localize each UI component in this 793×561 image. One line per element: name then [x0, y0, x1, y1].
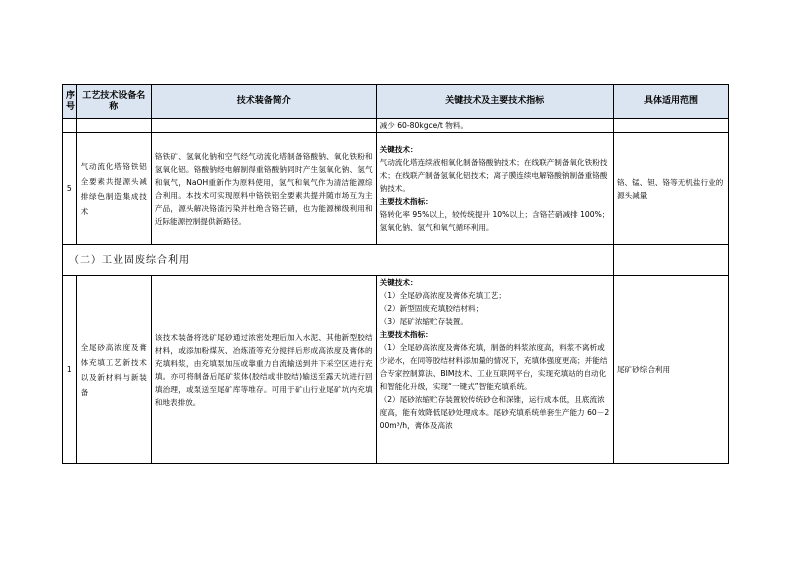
technology-table [62, 84, 729, 464]
indicator-item: （2）尾砂浓缩贮存装置较传统砂仓和深锥，运行成本低，且底流浓度高，能有效降低尾砂处理成本。尾砂充填系统单套生产能力 60－200m³/h，膏体及高浓 [379, 395, 610, 430]
table-row [63, 133, 729, 245]
key-tech-body: 气动流化塔连续液相氧化制备铬酸钠技术；在线联产制备氧化铁粉技术；在线联产制备氢氧化铝技术；离子膜连续电解铬酸钠制备重铬酸钠技术。 [379, 158, 608, 193]
indicator-title: 主要技术指标： [379, 197, 433, 206]
header-no: 序号 [63, 85, 77, 119]
section-row [63, 245, 729, 276]
indicator-body: 铬转化率 95%以上，较传统提升 10%以上；含铬芒硝减排 100%；氢氧化钠、氢气和氧气循环利用。 [379, 210, 610, 232]
table-row [63, 276, 729, 464]
key-tech-title: 关键技术： [379, 145, 418, 154]
header-intro: 技术装备简介 [151, 85, 376, 119]
key-tech-item: （2）新型固废充填胶结材料； [379, 304, 484, 313]
row-key-tech [376, 276, 613, 464]
indicator-item: （1）全尾砂高浓度及膏体充填，制备的料浆浓度高，料浆不离析或少泌水，在同等胶结材料添加量的情况下，充填体强度更高；并能结合专家控制算法、BIM技术、工业互联网平台，实现充填站的自动化和智能化升级，实现“一键式”智能充填系统。 [379, 343, 608, 391]
continued-key-text: 减少 60-80kgce/t 物料。 [376, 119, 613, 133]
row-intro: 铬铁矿、氢氧化钠和空气经气动流化塔制备铬酸钠、氧化铁粉和氢氧化铝。铬酸钠经电解制得重铬酸钠同时产生氢氧化钠、氢气和氧气，NaOH重新作为原料使用，氢气和氧气作为清洁能源综合利用。本技术可实现原料中铬铁铝全要素共提并随市场互为主产品，源头解决铬渣污染并杜绝含铬芒硝，也为能源梯级利用和近际能源控制提供新路径。 [151, 133, 376, 245]
key-tech-title: 关键技术： [379, 278, 418, 287]
row-tech-name: 气动流化塔铬铁铝全要素共提源头减排绿色制造集成技术 [76, 133, 151, 245]
key-tech-item: （1）全尾砂高浓度及膏体充填工艺； [379, 291, 506, 300]
row-intro: 该技术装备将选矿尾砂通过浓密处理后加入水泥、其他新型胶结材料，或添加粉煤灰、冶炼渣等充分搅拌后形成高浓度及膏体的充填料浆，由充填泵加压或靠重力自流输送到井下采空区进行充填。亦可将制备后尾矿浆体(胶结或非胶结)输送至露天坑进行回填治理，或泵送至尾矿库等堆存。可用于矿山行业尾矿坑内充填和地表排放。 [151, 276, 376, 464]
section-title: （二）工业固废综合利用 [63, 245, 614, 276]
row-key-tech [376, 133, 613, 245]
indicator-title: 主要技术指标： [379, 330, 433, 339]
row-number: 1 [63, 276, 77, 464]
row-number: 5 [63, 133, 77, 245]
header-scope: 具体适用范围 [613, 85, 728, 119]
row-tech-name: 全尾砂高浓度及膏体充填工艺新技术以及新材料与新装备 [76, 276, 151, 464]
table-row-continued [63, 119, 729, 133]
row-scope: 铬、锰、钽、铬等无机盐行业的源头减量 [613, 133, 728, 245]
row-scope: 尾矿砂综合利用 [613, 276, 728, 464]
header-name: 工艺技术设备名称 [76, 85, 151, 119]
key-tech-item: （3）尾矿浓缩贮存装置。 [379, 317, 468, 326]
header-key-tech: 关键技术及主要技术指标 [376, 85, 613, 119]
table-header-row [63, 85, 729, 119]
